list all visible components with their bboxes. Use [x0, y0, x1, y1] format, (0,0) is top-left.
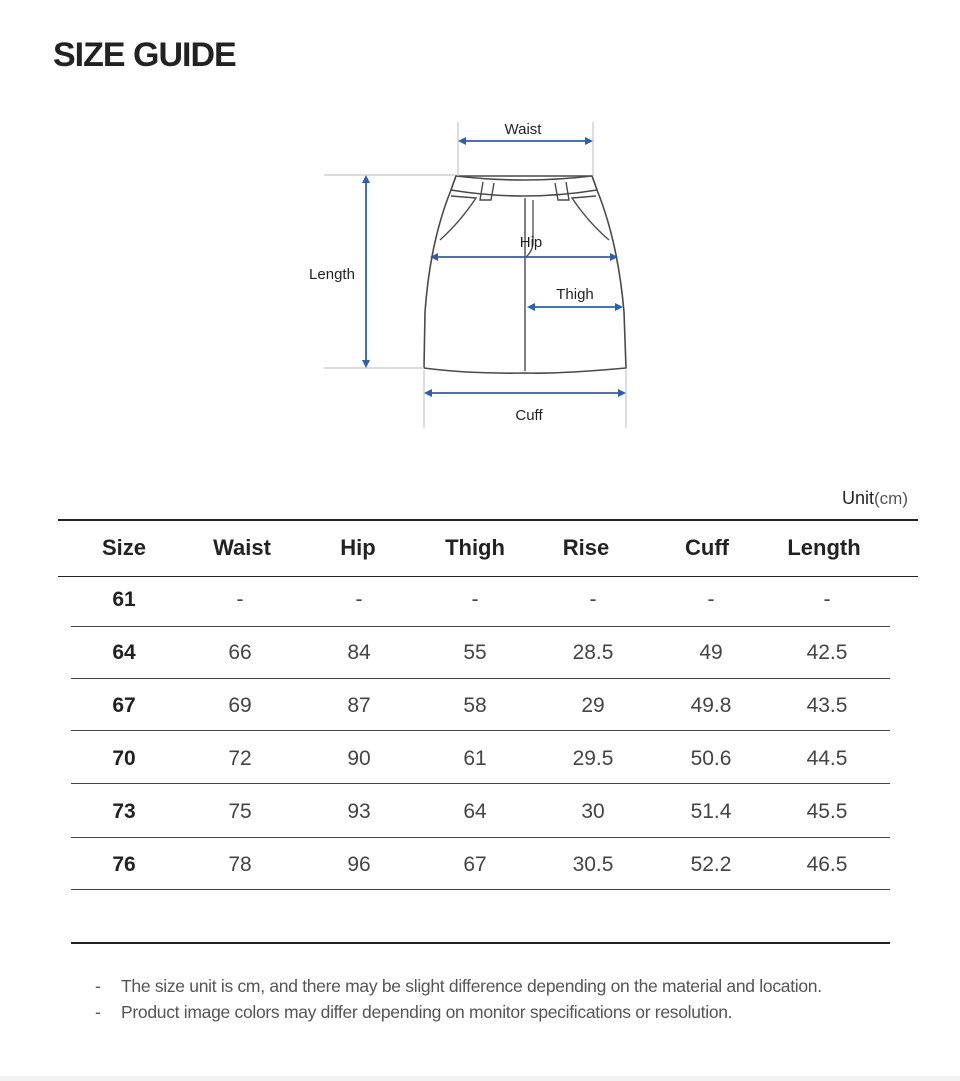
- note-item: [95, 973, 822, 999]
- diagram-label-hip: Hip: [519, 234, 543, 251]
- table-bottom-rule: [71, 942, 890, 944]
- row-rule: [71, 783, 890, 784]
- cell-thigh: 58: [463, 694, 487, 717]
- skirt-illustration: [300, 112, 640, 432]
- page-title: SIZE GUIDE: [53, 36, 236, 74]
- cell-cuff: 51.4: [690, 800, 732, 823]
- skirt-measurement-diagram: [300, 112, 640, 432]
- cell-size: 61: [112, 588, 136, 611]
- cell-length: 44.5: [806, 747, 848, 770]
- column-header-cuff: Cuff: [685, 535, 729, 560]
- cell-hip: -: [355, 588, 363, 611]
- cell-rise: 28.5: [572, 641, 614, 664]
- cell-length: -: [823, 588, 831, 611]
- cell-thigh: 67: [463, 853, 487, 876]
- note-text: The size unit is cm, and there may be slight difference depending on the material and location.: [121, 976, 822, 996]
- diagram-label-cuff: Cuff: [515, 407, 543, 424]
- note-text: Product image colors may differ depending on monitor specifications or resolution.: [121, 1002, 733, 1022]
- cell-size: 73: [112, 800, 136, 823]
- cell-cuff: 49.8: [690, 694, 732, 717]
- cell-size: 70: [112, 747, 136, 770]
- cell-waist: 66: [228, 641, 252, 664]
- cell-size: 67: [112, 694, 136, 717]
- diagram-label-thigh: Thigh: [556, 286, 594, 303]
- note-dash: -: [95, 976, 101, 996]
- diagram-label-waist: Waist: [504, 121, 542, 138]
- cell-thigh: -: [471, 588, 479, 611]
- diagram-label-length: Length: [309, 266, 355, 283]
- note-item: [95, 999, 822, 1025]
- cell-rise: 29: [581, 694, 605, 717]
- cell-length: 42.5: [806, 641, 848, 664]
- cell-rise: 30.5: [572, 853, 614, 876]
- cell-rise: -: [589, 588, 597, 611]
- cell-cuff: 49: [699, 641, 723, 664]
- note-dash: -: [95, 1002, 101, 1022]
- cell-size: 64: [112, 641, 136, 664]
- cell-length: 43.5: [806, 694, 848, 717]
- cell-thigh: 64: [463, 800, 487, 823]
- row-rule: [71, 626, 890, 627]
- cell-size: 76: [112, 853, 136, 876]
- column-header-waist: Waist: [213, 535, 271, 560]
- row-rule: [71, 837, 890, 838]
- unit-text: Unit: [842, 488, 875, 508]
- size-table-header: [58, 522, 918, 576]
- cell-hip: 87: [347, 694, 371, 717]
- column-header-rise: Rise: [562, 535, 610, 560]
- unit-value: (cm): [874, 489, 908, 508]
- cell-waist: 75: [228, 800, 252, 823]
- row-rule: [71, 678, 890, 679]
- notes-list: [95, 973, 822, 1025]
- cell-waist: 72: [228, 747, 252, 770]
- cell-length: 45.5: [806, 800, 848, 823]
- cell-hip: 93: [347, 800, 371, 823]
- header-rule: [58, 576, 918, 577]
- cell-hip: 84: [347, 641, 371, 664]
- cell-cuff: -: [707, 588, 715, 611]
- column-header-length: Length: [787, 535, 861, 560]
- unit-label: [842, 488, 908, 509]
- cell-waist: 78: [228, 853, 252, 876]
- cell-waist: 69: [228, 694, 252, 717]
- cell-waist: -: [236, 588, 244, 611]
- footer-band: [0, 1076, 960, 1081]
- cell-rise: 30: [581, 800, 605, 823]
- column-header-thigh: Thigh: [445, 535, 505, 560]
- cell-hip: 96: [347, 853, 371, 876]
- cell-length: 46.5: [806, 853, 848, 876]
- row-rule: [71, 730, 890, 731]
- cell-cuff: 50.6: [690, 747, 732, 770]
- cell-cuff: 52.2: [690, 853, 732, 876]
- table-top-rule: [58, 519, 918, 521]
- column-header-size: Size: [101, 535, 147, 560]
- cell-thigh: 61: [463, 747, 487, 770]
- column-header-hip: Hip: [340, 535, 376, 560]
- cell-rise: 29.5: [572, 747, 614, 770]
- cell-thigh: 55: [463, 641, 487, 664]
- cell-hip: 90: [347, 747, 371, 770]
- row-rule: [71, 889, 890, 890]
